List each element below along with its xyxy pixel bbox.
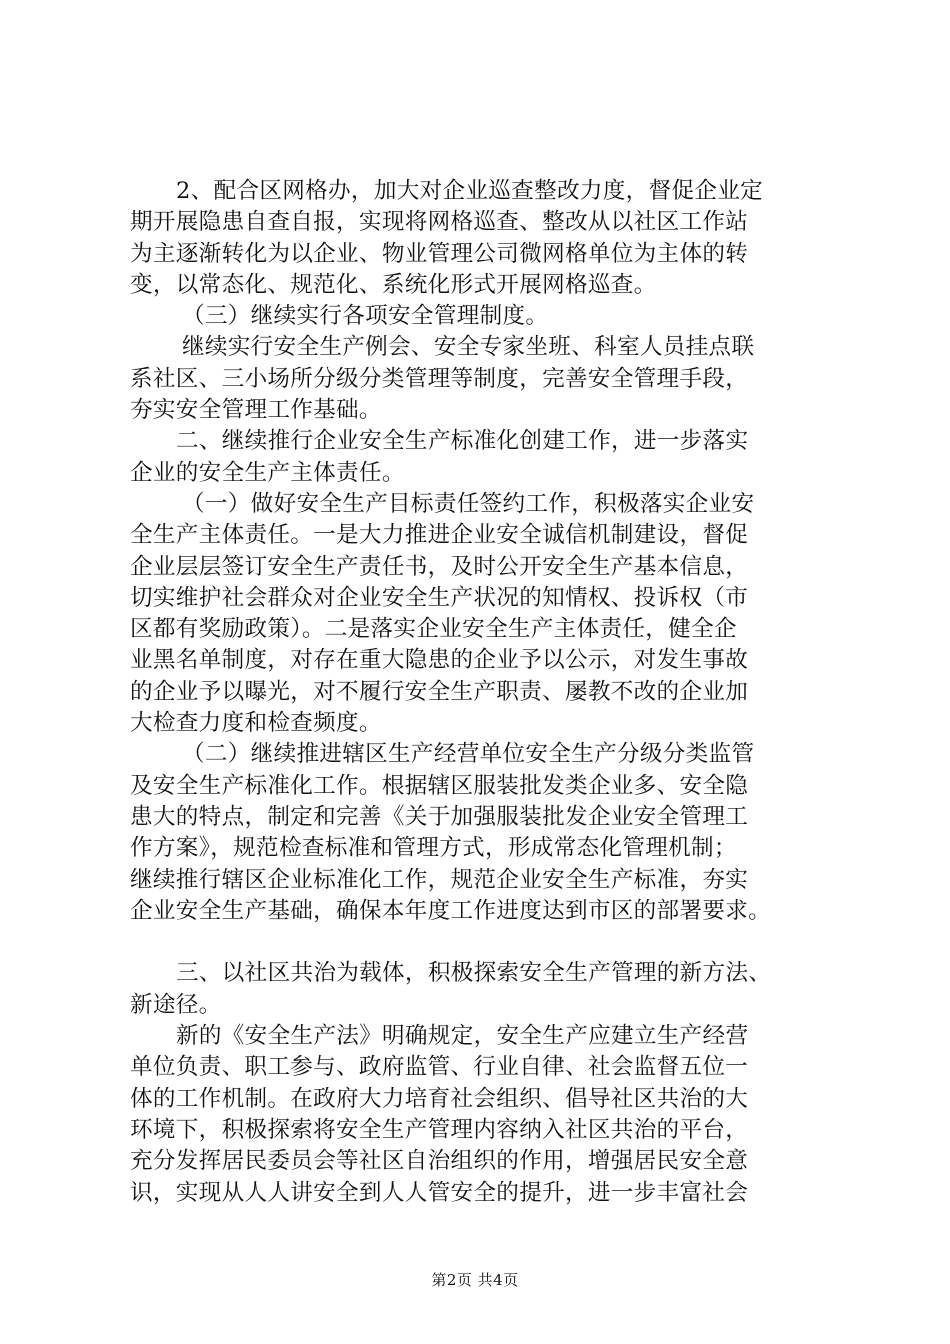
paragraph-line: 作方案》，规范检查标准和管理方式，形成常态化管理机制； bbox=[130, 835, 737, 862]
section-heading: 三、以社区共治为载体，积极探索安全生产管理的新方法、 bbox=[176, 960, 772, 987]
paragraph-line: 期开展隐患自查自报，实现将网格巡查、整改从以社区工作站 bbox=[130, 209, 749, 236]
paragraph-line: 及安全生产标准化工作。根据辖区服装批发类企业多、安全隐 bbox=[130, 772, 749, 799]
paragraph-line: 业黑名单制度，对存在重大隐患的企业予以公示，对发生事故 bbox=[130, 647, 749, 674]
paragraph-line: 继续实行安全生产例会、安全专家坐班、科室人员挂点联 bbox=[182, 334, 755, 361]
paragraph-line: 环境下，积极探索将安全生产管理内容纳入社区共治的平台， bbox=[130, 1116, 749, 1143]
section-heading: 二、继续推行企业安全生产标准化创建工作，进一步落实 bbox=[176, 428, 749, 455]
paragraph-line: 切实维护社会群众对企业安全生产状况的知情权、投诉权（市 bbox=[130, 584, 749, 611]
paragraph-line: 夯实安全管理工作基础。 bbox=[130, 397, 382, 424]
paragraph-line: 企业层层签订安全生产责任书，及时公开安全生产基本信息， bbox=[130, 553, 749, 580]
paragraph-line: 的企业予以曝光，对不履行安全生产职责、屡教不改的企业加 bbox=[130, 678, 749, 705]
paragraph-line: 新的《安全生产法》明确规定，安全生产应建立生产经营 bbox=[176, 1023, 749, 1050]
paragraph-gap bbox=[130, 927, 850, 958]
paragraph-line: 大检查力度和检查频度。 bbox=[130, 710, 382, 737]
paragraph-line: 区都有奖励政策）。二是落实企业安全生产主体责任，健全企 bbox=[130, 616, 737, 643]
paragraph-line: 企业安全生产基础，确保本年度工作进度达到市区的部署要求。 bbox=[130, 897, 772, 924]
paragraph-line: 识，实现从人人讲安全到人人管安全的提升，进一步丰富社会 bbox=[130, 1179, 749, 1206]
paragraph-line: （一）做好安全生产目标责任签约工作，积极落实企业安 bbox=[182, 490, 755, 517]
paragraph-line: 体的工作机制。在政府大力培育社会组织、倡导社区共治的大 bbox=[130, 1085, 749, 1112]
paragraph-line: 充分发挥居民委员会等社区自治组织的作用，增强居民安全意 bbox=[130, 1148, 749, 1175]
paragraph-line: 继续推行辖区企业标准化工作，规范企业安全生产标准，夯实 bbox=[130, 866, 749, 893]
section-heading-continued: 新途径。 bbox=[130, 991, 222, 1018]
paragraph-line: 为主逐渐转化为以企业、物业管理公司微网格单位为主体的转 bbox=[130, 240, 749, 267]
section-heading: （三）继续实行各项安全管理制度。 bbox=[182, 303, 549, 330]
paragraph-line: 单位负责、职工参与、政府监管、行业自律、社会监督五位一 bbox=[130, 1054, 749, 1081]
paragraph-line: 变，以常态化、规范化、系统化形式开展网格巡查。 bbox=[130, 271, 657, 298]
paragraph-line: 全生产主体责任。一是大力推进企业安全诚信机制建设，督促 bbox=[130, 522, 749, 549]
document-body bbox=[130, 176, 850, 1209]
page-footer bbox=[0, 1270, 950, 1290]
paragraph-line: （二）继续推进辖区生产经营单位安全生产分级分类监管 bbox=[182, 741, 755, 768]
section-heading-continued: 企业的安全生产主体责任。 bbox=[130, 459, 405, 486]
paragraph-line: 患大的特点，制定和完善《关于加强服装批发企业安全管理工 bbox=[130, 803, 749, 830]
paragraph-line: 系社区、三小场所分级分类管理等制度，完善安全管理手段， bbox=[130, 365, 749, 392]
page-number: 第2页 共4页 bbox=[431, 1271, 519, 1289]
paragraph-line: 2、配合区网格办，加大对企业巡查整改力度，督促企业定 bbox=[176, 178, 764, 204]
